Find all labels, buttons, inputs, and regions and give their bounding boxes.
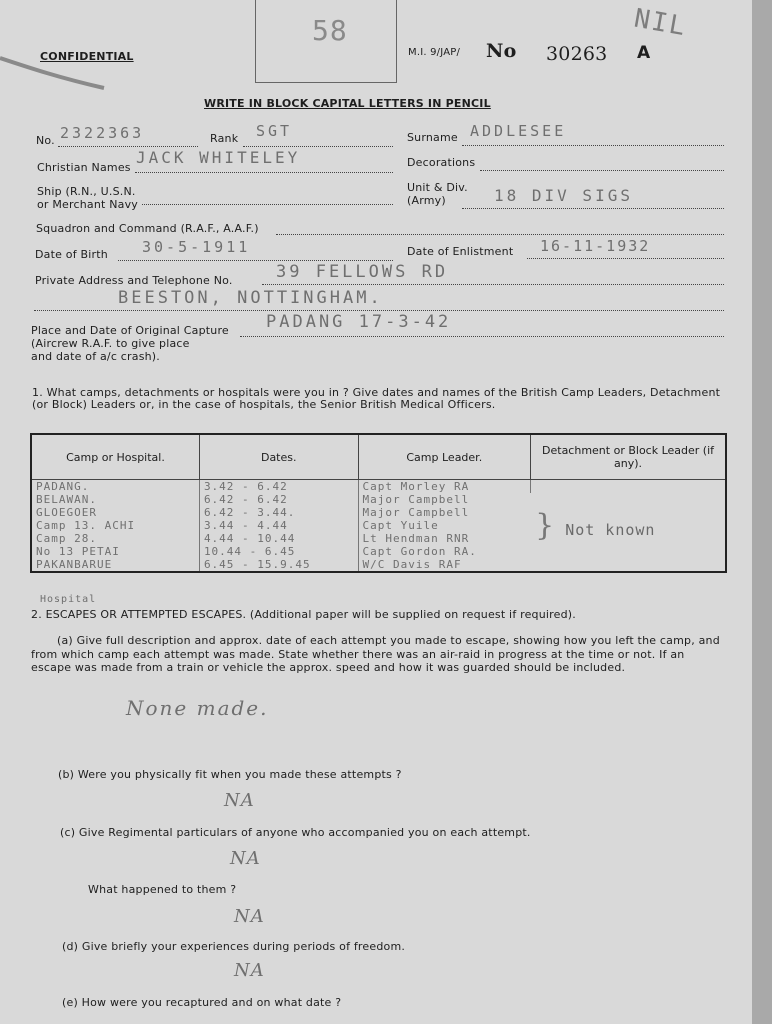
- christian-names-value: JACK WHITELEY: [136, 148, 301, 167]
- dates-cell: 10.44 - 6.45: [199, 545, 358, 558]
- capture-label-2: (Aircrew R.A.F. to give place: [31, 337, 190, 350]
- address-label: Private Address and Telephone No.: [35, 274, 233, 287]
- camps-table-header: [31, 434, 726, 480]
- enlistment-value: 16-11-1932: [540, 237, 651, 255]
- col-header-detachment: Detachment or Block Leader (if any).: [531, 434, 726, 480]
- dates-cell: 6.42 - 6.42: [199, 493, 358, 506]
- leader-cell: W/C Davis RAF: [362, 558, 462, 571]
- surname-label: Surname: [407, 131, 458, 144]
- rank-label: Rank: [210, 132, 239, 145]
- detachment-note: [531, 480, 726, 573]
- dates-cell: 6.45 - 15.9.45: [199, 558, 358, 572]
- dates-cell: 3.42 - 6.42: [199, 480, 358, 494]
- q2a-answer: None made.: [126, 696, 269, 720]
- camp-cell: Camp 13. ACHI: [31, 519, 199, 532]
- address-line-1: 39 FELLOWS RD: [276, 262, 449, 282]
- series-letter: A: [637, 43, 651, 63]
- christian-names-line: [135, 172, 393, 173]
- col-header-camp: Camp or Hospital.: [31, 434, 199, 480]
- col-header-dates: Dates.: [199, 434, 358, 480]
- leader-cell: Major Campbell: [362, 493, 470, 506]
- rank-line: [243, 146, 393, 147]
- table-row: [31, 480, 726, 494]
- camp-cell: BELAWAN.: [31, 493, 199, 506]
- squadron-line: [276, 234, 724, 235]
- dates-cell: 4.44 - 10.44: [199, 532, 358, 545]
- q2c-followup-text: What happened to them ?: [88, 883, 237, 896]
- surname-value: ADDLESEE: [470, 122, 567, 140]
- q2c-text: (c) Give Regimental particulars of anyone who accompanied you on each attempt.: [60, 826, 531, 839]
- camp-cell: PADANG.: [31, 480, 199, 494]
- dates-cell: 3.44 - 4.44: [199, 519, 358, 532]
- form-ref-prefix: M.I. 9/JAP/: [408, 47, 461, 58]
- dob-value: 30-5-1911: [142, 238, 251, 256]
- page-edge: [752, 0, 772, 1024]
- q2a-text-2: from which camp each attempt was made. State whether there was an air-raid in progress at the time or not. If an: [31, 648, 685, 661]
- nil-mark: NIL: [631, 3, 690, 43]
- ship-label-1: Ship (R.N., U.S.N.: [37, 185, 136, 198]
- brace-mark: }: [535, 508, 556, 543]
- q2b-text: (b) Were you physically fit when you made these attempts ?: [58, 768, 402, 781]
- dob-label: Date of Birth: [35, 248, 108, 261]
- leader-cell: Major Campbell: [362, 506, 470, 519]
- binding-string: [0, 40, 110, 100]
- camp-cell: Camp 28.: [31, 532, 199, 545]
- instruction-heading: WRITE IN BLOCK CAPITAL LETTERS IN PENCIL: [204, 97, 491, 110]
- confidential-label: CONFIDENTIAL: [40, 50, 134, 63]
- q2c-answer: NA: [230, 848, 261, 869]
- q2d-text: (d) Give briefly your experiences during periods of freedom.: [62, 940, 406, 953]
- unit-label-1: Unit & Div.: [407, 181, 468, 194]
- q2c-followup-answer: NA: [234, 906, 265, 927]
- unit-value: 18 DIV SIGS: [494, 186, 633, 205]
- unit-label-2: (Army): [407, 194, 446, 207]
- q2e-text: (e) How were you recaptured and on what date ?: [62, 996, 342, 1009]
- capture-label-1: Place and Date of Original Capture: [31, 324, 229, 337]
- form-number: 30263: [546, 43, 608, 65]
- detachment-note-text: Not known: [565, 521, 656, 539]
- hospital-note: Hospital: [40, 594, 97, 605]
- decorations-line: [480, 170, 724, 171]
- q2d-answer: NA: [234, 960, 265, 981]
- surname-line: [462, 145, 724, 146]
- ship-line: [142, 204, 393, 205]
- leader-cell: Capt Gordon RA.: [362, 545, 477, 558]
- no-line: [58, 146, 198, 147]
- stamp-number: 58: [312, 14, 348, 47]
- camps-table: [30, 433, 727, 573]
- q2-title: 2. ESCAPES OR ATTEMPTED ESCAPES. (Additional paper will be supplied on request if required).: [31, 608, 576, 621]
- q2a-text-1: (a) Give full description and approx. date of each attempt you made to escape, showing how you left the camp, and: [57, 634, 720, 647]
- camp-cell: No 13 PETAI: [31, 545, 199, 558]
- capture-value: PADANG 17-3-42: [266, 312, 452, 332]
- address-line-2: BEESTON, NOTTINGHAM.: [118, 288, 383, 308]
- leader-cell: Capt Yuile: [362, 519, 439, 532]
- rank-value: SGT: [256, 122, 293, 140]
- no-label: No.: [36, 134, 55, 147]
- dates-cell: 6.42 - 3.44.: [199, 506, 358, 519]
- q2a-text-3: escape was made from a train or vehicle the approx. speed and how it was guarded should be included.: [31, 661, 626, 674]
- capture-line: [240, 336, 724, 337]
- enlistment-line: [527, 258, 724, 259]
- camp-cell: PAKANBARUE: [31, 558, 199, 572]
- camp-cell: GLOEGOER: [31, 506, 199, 519]
- capture-label-3: and date of a/c crash).: [31, 350, 160, 363]
- ship-label-2: or Merchant Navy: [37, 198, 139, 211]
- unit-line: [462, 208, 724, 209]
- q2b-answer: NA: [224, 790, 255, 811]
- leader-cell: Capt Morley RA: [358, 480, 531, 494]
- no-value: 2322363: [60, 124, 145, 142]
- address-dotted-1: [262, 284, 724, 285]
- squadron-label: Squadron and Command (R.A.F., A.A.F.): [36, 222, 259, 235]
- no-mark: No: [486, 40, 517, 62]
- decorations-label: Decorations: [407, 156, 476, 169]
- dob-line: [118, 260, 393, 261]
- q1-text-1: 1. What camps, detachments or hospitals were you in ? Give dates and names of the British Camp Leaders, Detachment: [32, 386, 721, 399]
- leader-cell: Lt Hendman RNR: [362, 532, 470, 545]
- col-header-leader: Camp Leader.: [358, 434, 531, 480]
- q1-text-2: (or Block) Leaders or, in the case of hospitals, the Senior British Medical Officers.: [32, 398, 496, 411]
- address-dotted-2: [34, 310, 724, 311]
- christian-names-label: Christian Names: [37, 161, 131, 174]
- enlistment-label: Date of Enlistment: [407, 245, 514, 258]
